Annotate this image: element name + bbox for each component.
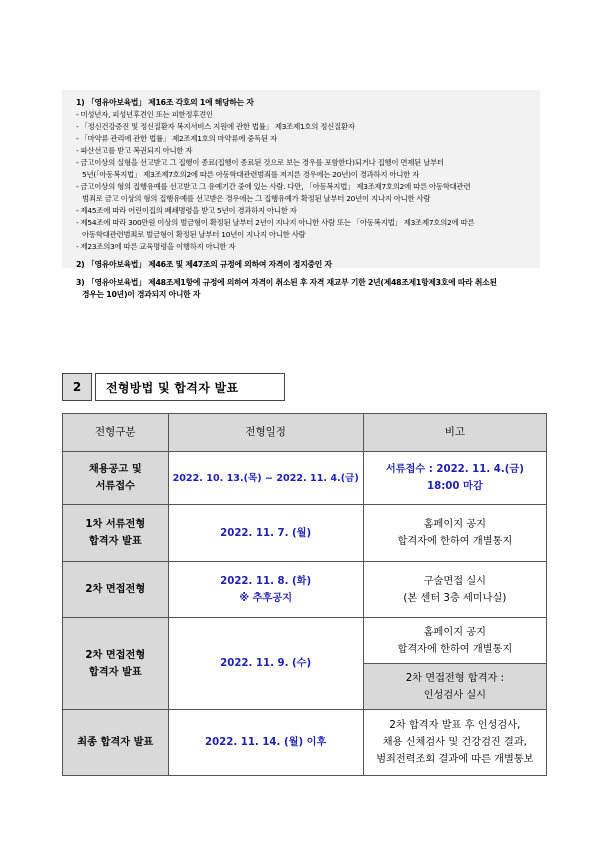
disqualification-item: - 미성년자, 피성년후견인 또는 피한정후견인 <box>76 110 213 119</box>
disqualification-item: - 「정신건강증진 및 정신질환자 복지서비스 지원에 관한 법률」 제3조제1호의 정신질환자 <box>76 122 355 131</box>
stage-text: 채용공고 및 <box>88 464 142 475</box>
disqualification-item: 아동학대관련범죄로 벌금형이 확정된 날부터 10년이 지나지 아니한 사람 <box>82 230 306 239</box>
disqualification-item: - 파산선고를 받고 복권되지 아니한 자 <box>76 146 193 155</box>
header-note: 비고 <box>363 414 546 452</box>
note-text: (본 센터 3층 세미나실) <box>403 592 507 604</box>
stage-cell: 최종 합격자 발표 <box>63 710 169 776</box>
header-stage: 전형구분 <box>63 414 169 452</box>
header-schedule: 전형일정 <box>168 414 363 452</box>
note-cell <box>363 452 546 505</box>
table-row <box>63 562 547 618</box>
disqualification-box <box>62 90 540 299</box>
section-number: 2 <box>62 373 92 401</box>
date-cell <box>168 562 363 618</box>
note-text: 합격자에 한하여 개별통지 <box>397 536 513 547</box>
disqualification-item: - 「마약류 관리에 관한 법률」 제2조제1호의 마약류에 중독된 자 <box>76 134 277 143</box>
schedule-table <box>62 413 547 776</box>
note-cell <box>363 562 546 618</box>
stage-text: 2차 면접전형 <box>85 649 146 661</box>
section-title: 전형방법 및 합격자 발표 <box>95 373 285 401</box>
note-cell <box>363 618 546 664</box>
date-text: 2022. 11. 8. (화) <box>220 575 312 587</box>
table-row <box>63 618 547 664</box>
disqualification-heading-3-cont: 경우는 10년)이 경과되지 아니한 자 <box>82 290 201 299</box>
note-cell <box>363 710 546 776</box>
note-text: 구술면접 실시 <box>423 575 487 587</box>
stage-text: 서류접수 <box>95 481 135 492</box>
disqualification-item: 범죄로 금고 이상의 형의 집행유예를 선고받은 경우에는 그 집행유예가 확정된 날부터 20년이 지나지 아니한 사람 <box>82 194 431 203</box>
note-text: 홈페이지 공지 <box>423 626 487 638</box>
note-cell <box>363 505 546 562</box>
disqualification-heading-3: 3) 「영유아보육법」 제48조제1항에 규정에 의하여 자격이 취소된 후 자격 재교부 기한 2년(제48조제1항제3호에 따라 취소된 <box>76 278 497 287</box>
note-text: 18:00 마감 <box>427 481 483 492</box>
section-header <box>62 373 285 401</box>
date-cell: 2022. 11. 7. (월) <box>168 505 363 562</box>
stage-text: 합격자 발표 <box>88 536 142 547</box>
note-text: 합격자에 한하여 개별통지 <box>397 643 513 655</box>
note-cell <box>363 664 546 710</box>
note-text: 2차 합격자 발표 후 인성검사, <box>389 720 521 731</box>
note-text: 인성검사 실시 <box>423 689 487 701</box>
table-row <box>63 452 547 505</box>
disqualification-item: 5년(「아동복지법」 제3조제7호의2에 따른 아동학대관련범죄를 저지른 경우에는 20년)이 경과하지 아니한 자 <box>82 170 420 179</box>
disqualification-item: - 제45조에 따라 어린이집의 폐쇄명령을 받고 5년이 경과하지 아니한 자 <box>76 206 297 215</box>
stage-cell <box>63 452 169 505</box>
stage-cell: 2차 면접전형 <box>63 562 169 618</box>
table-row <box>63 505 547 562</box>
note-text: 서류접수 : 2022. 11. 4.(금) <box>385 464 524 475</box>
table-row <box>63 710 547 776</box>
date-cell: 2022. 10. 13.(목) ~ 2022. 11. 4.(금) <box>168 452 363 505</box>
date-cell: 2022. 11. 9. (수) <box>168 618 363 710</box>
date-cell: 2022. 11. 14. (월) 이후 <box>168 710 363 776</box>
note-text: 2차 면접전형 합격자 : <box>405 672 505 684</box>
table-header-row <box>63 414 547 452</box>
disqualification-item: - 금고이상의 실형을 선고받고 그 집행이 종료(집행이 종료된 것으로 보는 경우를 포함한다)되거나 집행이 면제된 날부터 <box>76 158 444 167</box>
stage-cell <box>63 618 169 710</box>
disqualification-heading-1: 1) 「영유아보육법」 제16조 각호의 1에 해당하는 자 <box>76 98 254 107</box>
stage-text: 1차 서류전형 <box>85 519 146 530</box>
note-text: 채용 신체검사 및 건강검진 결과, <box>382 737 527 748</box>
disqualification-item: - 제23조의3에 따른 교육명령을 이행하지 아니한 자 <box>76 242 236 251</box>
disqualification-item: - 금고이상의 형의 집행유예를 선고받고 그 유예기간 중에 있는 사람. 다만, 「아동복지법」 제3조제7호의2에 따른 아동학대관련 <box>76 182 471 191</box>
note-text: 홈페이지 공지 <box>423 519 487 530</box>
note-text: 범죄전력조회 결과에 따른 개별통보 <box>376 754 534 765</box>
disqualification-heading-2: 2) 「영유아보육법」 제46조 및 제47조의 규정에 의하여 자격이 정지중인 자 <box>76 260 332 269</box>
stage-cell <box>63 505 169 562</box>
stage-text: 합격자 발표 <box>88 666 142 678</box>
disqualification-item: - 제54조에 따라 300만원 이상의 벌금형이 확정된 날부터 2년이 지나지 아니한 사람 또는 「아동복지법」 제3조제7호의2에 따른 <box>76 218 475 227</box>
date-text: ※ 추후공지 <box>239 592 293 604</box>
